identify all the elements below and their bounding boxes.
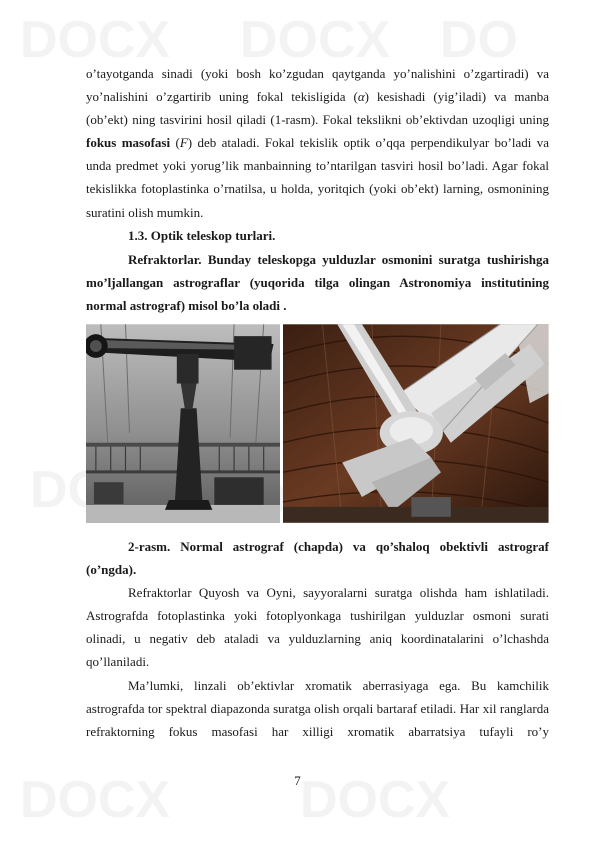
normal-astrograph-photo	[86, 323, 280, 524]
term-focal-length: fokus masofasi	[86, 135, 171, 151]
paragraph-4: Ma’lumki, linzali ob’ektivlar xromatik aberrasiyaga ega. Bu kamchilik astrografda tor spektral diapazonda suratga olish orqali bartaraf etiladi. Har xil ranglarda refraktorning fokus masofasi har xilligi xromatik abarratsiya tufayli ro’y	[86, 677, 549, 739]
refractors-intro: Refraktorlar. Bunday teleskopga yulduzlar osmonini suratga tushirishga mo’ljallangan astrograflar (yuqorida tilga olingan Astronomiya institutining normal astrograf) misol bo’la oladi .	[86, 251, 549, 313]
page-content	[86, 62, 549, 743]
section-heading: 1.3. Optik teleskop turlari.	[128, 227, 276, 243]
text-run: ) kesishadi (yig’iladi) va manba (ob’ekt) ning tasvirini hosil qiladi (1-rasm). Fokal tekslikni ob’ektivdan uzoqligi uning	[86, 89, 549, 128]
page-number: 7	[294, 773, 301, 788]
text-run: ) deb ataladi. Fokal tekislik optik o’qqa perpendikulyar bo’ladi va unda predmet yoki yorug’lik manbainning to’ntarilgan tasviri hosil bo’ladi. Agar fokal tekislikka fotoplastinka o’rnatilsa, u holda, yoritqich (yoki ob’ekt) larning, osmonining suratini olish mumkin.	[86, 135, 549, 220]
text-run: (	[170, 135, 180, 151]
alpha-symbol: α	[357, 89, 365, 105]
text-run: o’tayotganda sinadi (yoki bosh ko’zgudan qaytganda yo’nalishini o’zgartiradi) va yo’nalishini o’zgartirib uning fokal tekisligida (	[86, 66, 549, 105]
symbol-f: F	[179, 135, 188, 151]
paragraph-1	[86, 62, 549, 224]
paragraph-refractors	[86, 248, 549, 317]
paragraph-3: Refraktorlar Quyosh va Oyni, sayyoralarni suratga olishda ham ishlatiladi. Astrografda fotoplastinka yoki fotoplyonkaga tushirilgan yulduzlar osmoni surati olinadi, u negativ deb ataladi va yulduzlarning aniq koordinatalarini o’lchashda qo’llaniladi.	[86, 585, 549, 670]
docx-watermark	[440, 10, 518, 70]
double-objective-astrograph-photo	[283, 323, 549, 524]
figure-caption: 2-rasm. Normal astrograf (chapda) va qo’shaloq obektivli astrograf (o’ngda).	[86, 538, 549, 578]
docx-watermark	[240, 10, 390, 70]
figure-2	[86, 323, 549, 524]
docx-watermark	[20, 10, 170, 70]
